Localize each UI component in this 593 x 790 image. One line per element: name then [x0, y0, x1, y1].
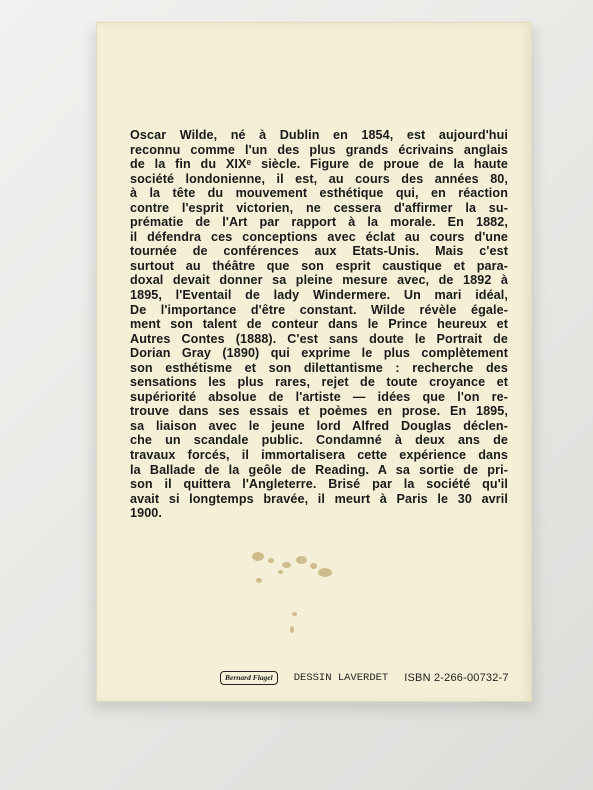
- blurb-line: son esthétisme et son dilettantisme : recherche des: [130, 360, 508, 375]
- blurb-line: supériorité absolue de l'artiste — idées que l'on re-: [130, 389, 508, 404]
- blurb-text: [130, 128, 508, 521]
- blurb-line: de la fin du XIXᵉ siècle. Figure de proue de la haute: [130, 157, 508, 172]
- blurb-line: Oscar Wilde, né à Dublin en 1854, est aujourd'hui: [130, 128, 508, 142]
- blurb-line: société londonienne, il est, au cours des années 80,: [130, 171, 508, 186]
- blurb-line: sensations les plus rares, rejet de toute croyance et: [130, 375, 508, 390]
- blurb-line: ment son talent de conteur dans le Prince heureux et: [130, 317, 508, 332]
- blurb-line: surtout au théâtre que son esprit caustique et para-: [130, 258, 508, 273]
- blurb-line: avait si longtemps bravée, il meurt à Paris le 30 avril: [130, 491, 508, 506]
- blurb-line: sa liaison avec le jeune lord Alfred Douglas déclen-: [130, 418, 508, 433]
- blurb-line: il défendra ces conceptions avec éclat au cours d'une: [130, 229, 508, 244]
- blurb-line: prématie de l'Art par rapport à la morale. En 1882,: [130, 215, 508, 230]
- blurb-line: De l'importance d'être constant. Wilde révèle égale-: [130, 302, 508, 317]
- blurb-line: contre l'esprit victorien, ne cessera d'affirmer la su-: [130, 200, 508, 215]
- blurb-line: che un scandale public. Condamné à deux ans de: [130, 433, 508, 448]
- blurb-line: Autres Contes (1888). C'est sans doute le Portrait de: [130, 331, 508, 346]
- blurb-line: doxal devait donner sa pleine mesure avec, de 1892 à: [130, 273, 508, 288]
- blurb-line: la Ballade de la geôle de Reading. A sa sortie de pri-: [130, 462, 508, 477]
- blurb-line: Dorian Gray (1890) qui exprime le plus complètement: [130, 346, 508, 361]
- blurb-line: à la tête du mouvement esthétique qui, en réaction: [130, 186, 508, 201]
- blurb-line: trouve dans ses essais et poèmes en prose. En 1895,: [130, 404, 508, 419]
- blurb-line: travaux forcés, il immortalisera cette expérience dans: [130, 448, 508, 463]
- blurb-line: 1900.: [130, 506, 163, 521]
- book-back-cover: [96, 22, 532, 702]
- cover-footer: [220, 670, 509, 686]
- isbn-number: ISBN 2-266-00732-7: [404, 672, 509, 684]
- blurb-line: tournée de conférences aux Etats-Unis. Mais c'est: [130, 244, 508, 259]
- illustration-credit: DESSIN LAVERDET: [293, 672, 389, 684]
- blurb-line: 1895, l'Eventail de lady Windermere. Un mari idéal,: [130, 288, 508, 303]
- blurb-line: reconnu comme l'un des plus grands écrivains anglais: [130, 142, 508, 157]
- publisher-logo: Bernard Flagel: [220, 671, 278, 685]
- blurb-line: son il quittera l'Angleterre. Brisé par la société qu'il: [130, 477, 508, 492]
